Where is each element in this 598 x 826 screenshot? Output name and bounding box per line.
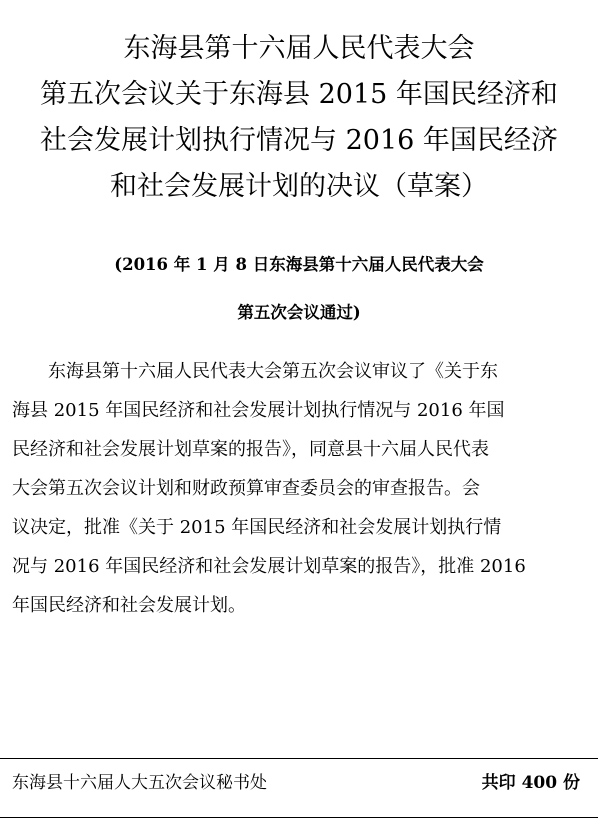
footer (12, 769, 580, 797)
adoption-note (0, 241, 598, 337)
title-line-3: 社会发展计划执行情况与 2016 年国民经济 (40, 125, 558, 156)
adoption-note-line-1: (2016 年 1 月 8 日东海县第十六届人民代表大会 (114, 255, 484, 274)
body-line-7: 年国民经济和社会发展计划。 (12, 595, 246, 616)
document-title (0, 26, 598, 210)
title-line-4: 和社会发展计划的决议（草案） (110, 171, 488, 202)
body-line-1: 东海县第十六届人民代表大会第五次会议审议了《关于东 (48, 361, 498, 382)
body-line-3: 民经济和社会发展计划草案的报告》，同意县十六届人民代表 (12, 439, 489, 460)
body-line-4: 大会第五次会议计划和财政预算审查委员会的审查报告。会 (12, 478, 480, 499)
body-line-2: 海县 2015 年国民经济和社会发展计划执行情况与 2016 年国 (12, 400, 505, 421)
body-line-5: 议决定，批准《关于 2015 年国民经济和社会发展计划执行情 (12, 517, 502, 538)
footer-bottom-rule (0, 817, 598, 818)
title-line-1: 东海县第十六届人民代表大会 (123, 33, 475, 64)
footer-issuer: 东海县十六届人大五次会议秘书处 (12, 773, 267, 793)
title-line-2: 第五次会议关于东海县 2015 年国民经济和 (40, 79, 558, 110)
resolution-body (12, 352, 586, 625)
footer-top-rule (0, 758, 598, 759)
body-line-6: 况与 2016 年国民经济和社会发展计划草案的报告》，批准 2016 (12, 556, 526, 577)
adoption-note-line-2: 第五次会议通过) (237, 303, 361, 322)
footer-print-count: 共印 400 份 (481, 773, 580, 793)
